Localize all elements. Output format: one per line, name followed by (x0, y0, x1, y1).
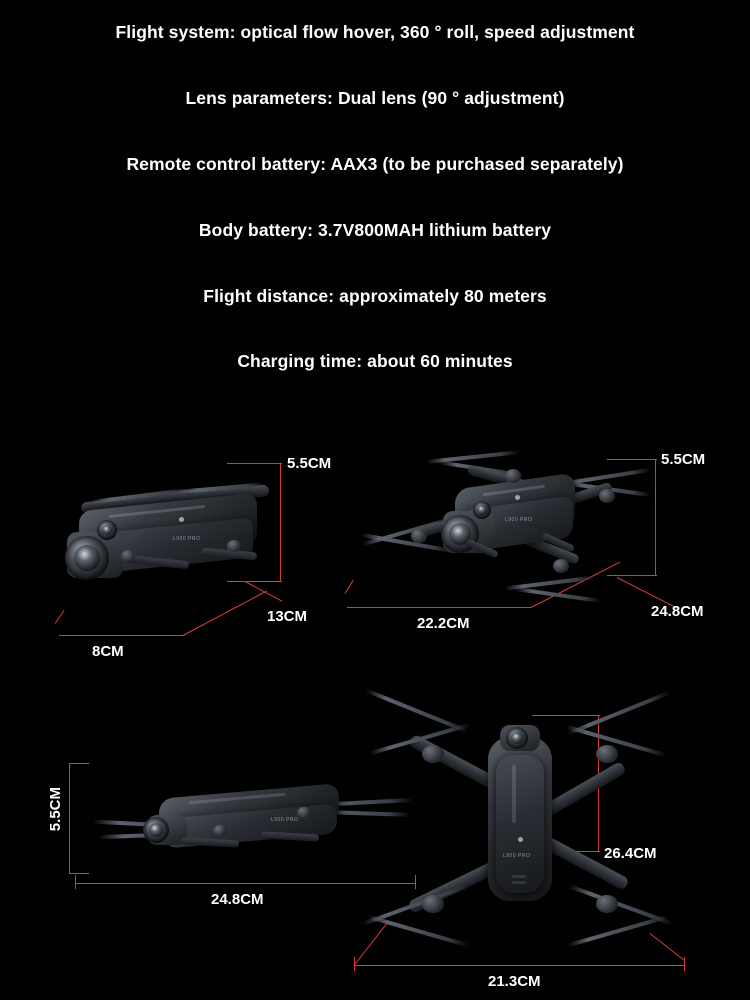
dim-guide (69, 763, 70, 873)
label-height-5-5cm: 5.5CM (47, 787, 64, 832)
drone-illustration: L900 PRO (360, 703, 680, 953)
label-width-8cm: 8CM (92, 643, 124, 660)
label-height-26-4cm: 26.4CM (604, 845, 657, 862)
label-depth-13cm: 13CM (267, 608, 308, 625)
figure-unfolded-top (340, 665, 720, 995)
dim-guide (345, 580, 354, 594)
spec-line-flight-distance: Flight distance: approximately 80 meters (203, 285, 547, 306)
figure-unfolded-isometric (345, 425, 705, 675)
spec-line-body-battery: Body battery: 3.7V800MAH lithium battery (198, 219, 552, 240)
dim-guide (59, 635, 184, 636)
drone-illustration: L900 PRO (61, 470, 281, 605)
label-depth-24-8cm: 24.8CM (651, 603, 704, 620)
drone-illustration: L900 PRO (85, 767, 415, 872)
label-width-22-2cm: 22.2CM (417, 615, 470, 632)
dim-guide (55, 610, 65, 624)
spec-line-charging-time: Charging time: about 60 minutes (237, 351, 513, 372)
spec-line-flight-system: Flight system: optical flow hover, 360 ° roll, speed adjustment (115, 22, 635, 42)
figure-folded-isometric (55, 445, 335, 685)
dim-guide (354, 965, 684, 966)
dim-guide (347, 607, 531, 608)
label-width-21-3cm: 21.3CM (488, 973, 541, 990)
label-height-5-5cm: 5.5CM (287, 455, 332, 472)
label-width-24-8cm: 24.8CM (211, 891, 264, 908)
spec-line-remote-battery: Remote control battery: AAX3 (to be purchased separately) (126, 153, 624, 174)
dim-guide (227, 463, 282, 464)
dim-guide (69, 873, 89, 874)
dim-guide (69, 763, 89, 764)
dim-guide (655, 459, 656, 575)
specifications-list (0, 22, 750, 417)
figure-area (0, 415, 750, 1000)
label-height-5-5cm: 5.5CM (661, 451, 706, 468)
spec-line-lens-parameters: Lens parameters: Dual lens (90 ° adjustment) (185, 87, 565, 108)
drone-illustration: L900 PRO (355, 433, 655, 603)
dim-guide (75, 875, 76, 889)
